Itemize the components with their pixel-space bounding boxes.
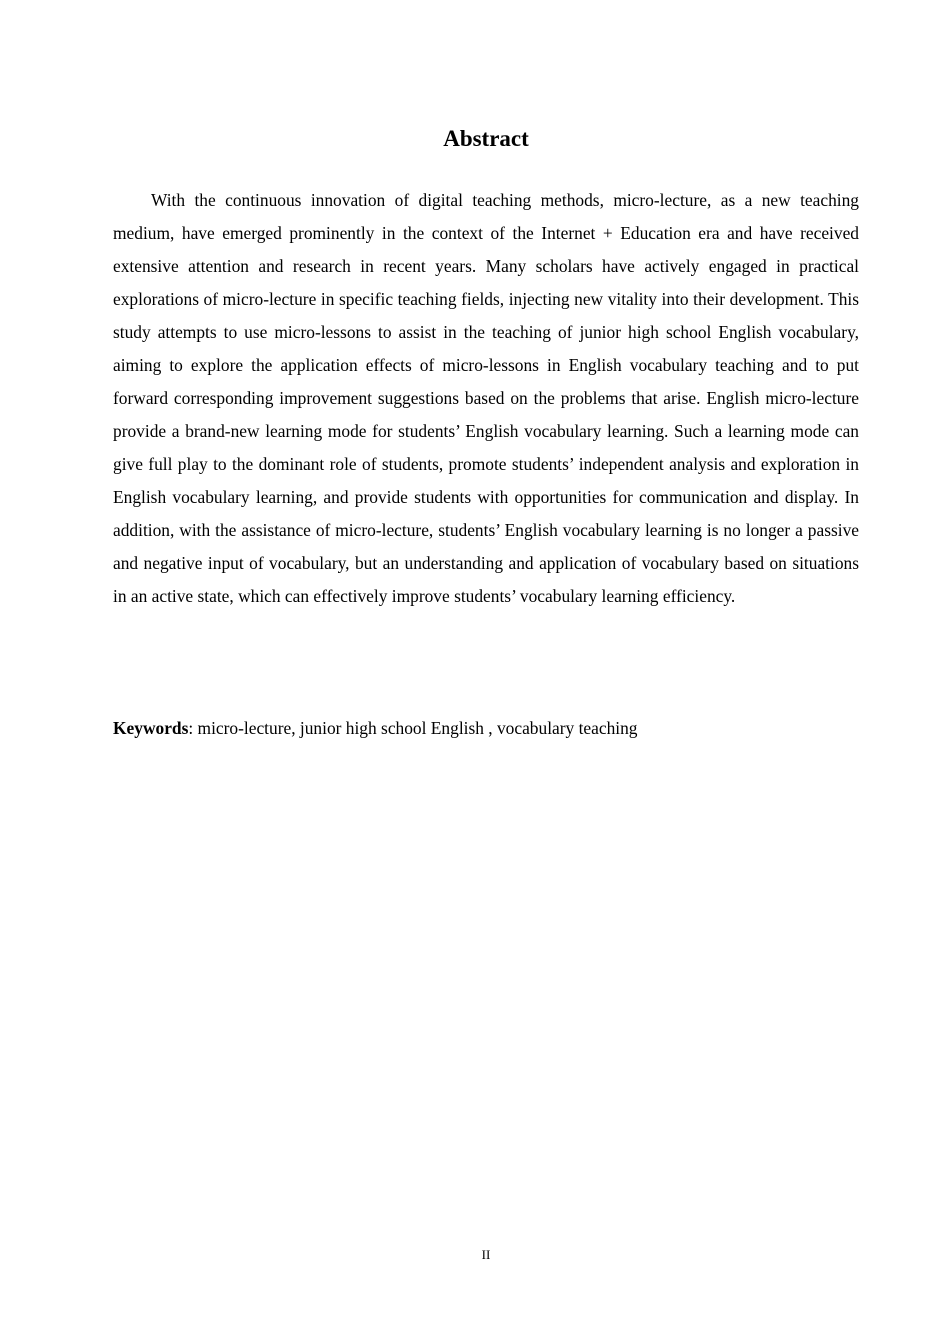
abstract-paragraph: With the continuous innovation of digital teaching methods, micro-lecture, as a new teaching medium, have emerged prominently in the context of the Internet + Education era and have received extensive attention and research in recent years. Many scholars have actively engaged in practical explorations of micro-lecture in specific teaching fields, injecting new vitality into their development. This study attempts to use micro-lessons to assist in the teaching of junior high school English vocabulary, aiming to explore the application effects of micro-lessons in English vocabulary teaching and to put forward corresponding improvement suggestions based on the problems that arise. English micro-lecture provide a brand-new learning mode for students’ English vocabulary learning. Such a learning mode can give full play to the dominant role of students, promote students’ independent analysis and exploration in English vocabulary learning, and provide students with opportunities for communication and display. In addition, with the assistance of micro-lecture, students’ English vocabulary learning is no longer a passive and negative input of vocabulary, but an understanding and application of vocabulary based on situations in an active state, which can effectively improve students’ vocabulary learning efficiency. xyxy=(113,190,859,606)
keywords-label: Keywords xyxy=(113,718,189,738)
keywords-line xyxy=(113,712,859,745)
keywords-text: : micro-lecture, junior high school English , vocabulary teaching xyxy=(188,718,638,738)
page-number: II xyxy=(481,1247,491,1262)
abstract-title: Abstract xyxy=(443,126,529,151)
